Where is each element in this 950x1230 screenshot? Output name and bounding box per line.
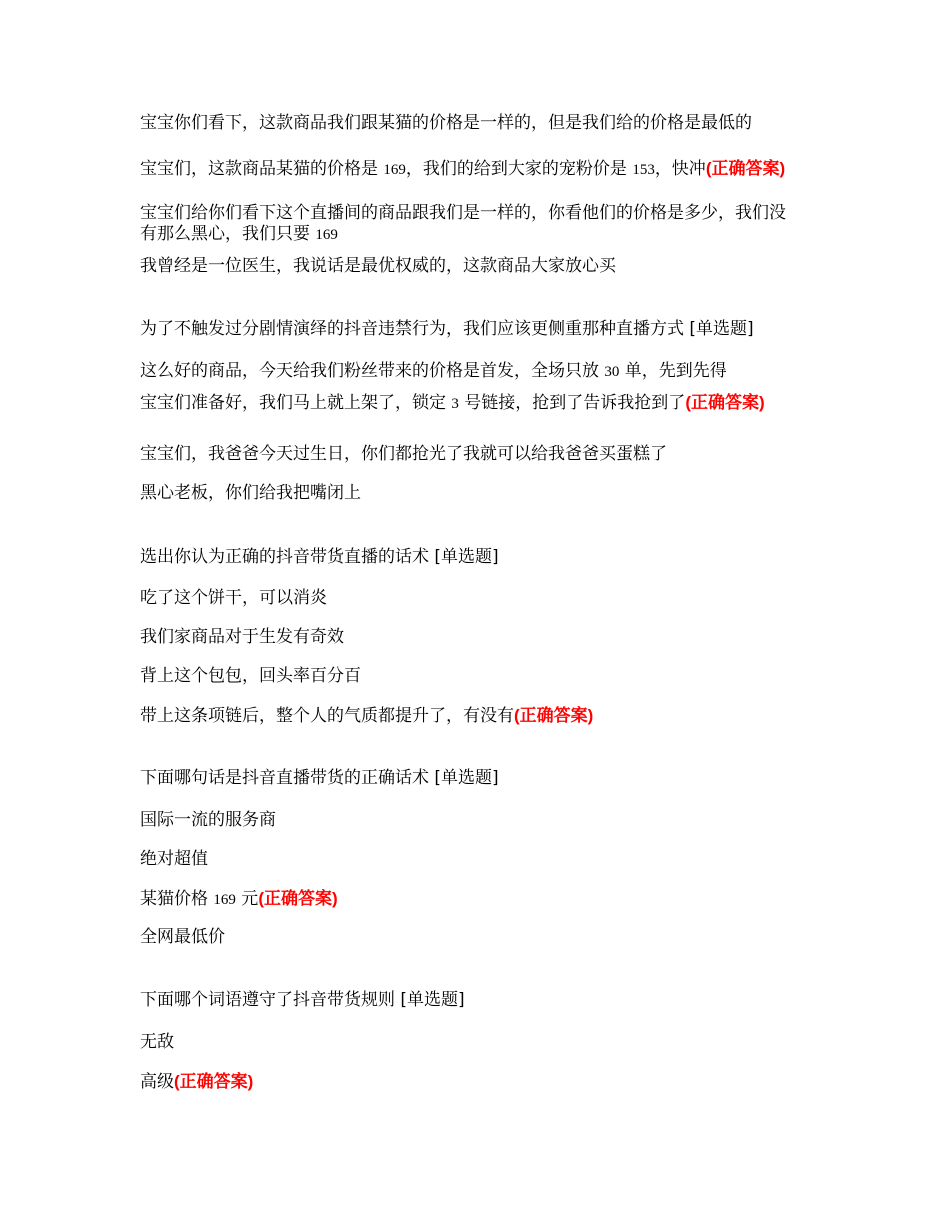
q2-option-c	[140, 444, 800, 465]
option-text: 无敌	[140, 1032, 174, 1052]
option-text: 高级	[140, 1072, 174, 1092]
q2-option-b	[140, 392, 800, 415]
option-text: 我曾经是一位医生，我说话是最优权威的，这款商品大家放心买	[140, 256, 616, 276]
q2-option-d	[140, 483, 800, 504]
correct-answer-mark: (正确答案)	[174, 1072, 254, 1091]
option-text: ，我们的给到大家的宠粉价是	[405, 159, 633, 179]
option-text: 绝对超值	[140, 849, 208, 869]
q1-option-b	[140, 158, 800, 181]
option-text: 号链接，抢到了告诉我抢到了	[458, 393, 686, 413]
option-number: 30	[604, 364, 620, 380]
q3-option-c	[140, 666, 800, 687]
q5-option-a	[140, 1032, 800, 1053]
correct-answer-mark: (正确答案)	[685, 393, 765, 412]
option-text: 宝宝们给你们看下这个直播间的商品跟我们是一样的，你看他们的价格是多少，我们没有那么黑心，我们只要	[140, 203, 786, 244]
option-number: 153	[632, 162, 655, 178]
q4-option-c	[140, 888, 800, 911]
option-number: 169	[213, 892, 236, 908]
question-text: 下面哪个词语遵守了抖音带货规则 [单选题]	[140, 990, 465, 1010]
option-text: 这么好的商品，今天给我们粉丝带来的价格是首发，全场只放	[140, 361, 605, 381]
q4-question	[140, 768, 820, 789]
option-text: 我们家商品对于生发有奇效	[140, 627, 344, 647]
q2-question	[140, 319, 820, 340]
q4-option-b	[140, 849, 800, 870]
q3-question	[140, 547, 820, 568]
option-text: 单，先到先得	[619, 361, 727, 381]
q5-question	[140, 990, 820, 1011]
q1-option-c	[140, 203, 800, 246]
option-text: 宝宝们准备好，我们马上就上架了，锁定	[140, 393, 452, 413]
option-text: 宝宝们，这款商品某猫的价格是	[140, 159, 384, 179]
question-text: 选出你认为正确的抖音带货直播的话术 [单选题]	[140, 547, 499, 567]
option-number: 3	[451, 396, 459, 412]
q4-option-d	[140, 927, 800, 948]
correct-answer-mark: (正确答案)	[705, 159, 786, 178]
question-text: 为了不触发过分剧情演绎的抖音违禁行为，我们应该更侧重那种直播方式 [单选题]	[140, 319, 754, 339]
option-number: 169	[383, 162, 406, 178]
question-text: 下面哪句话是抖音直播带货的正确话术 [单选题]	[140, 768, 499, 788]
option-number: 169	[315, 227, 338, 243]
option-text: 宝宝们，我爸爸今天过生日，你们都抢光了我就可以给我爸爸买蛋糕了	[140, 444, 667, 464]
option-text: 宝宝你们看下，这款商品我们跟某猫的价格是一样的，但是我们给的价格是最低的	[140, 113, 752, 133]
option-text: 全网最低价	[140, 927, 225, 947]
option-text: ，快冲	[654, 159, 706, 179]
q3-option-a	[140, 588, 800, 609]
q3-option-d	[140, 705, 800, 727]
q3-option-b	[140, 627, 800, 648]
q1-option-d	[140, 256, 800, 277]
q4-option-a	[140, 810, 800, 831]
q1-option-a	[140, 113, 800, 134]
option-text: 背上这个包包，回头率百分百	[140, 666, 361, 686]
option-text: 吃了这个饼干，可以消炎	[140, 588, 327, 608]
q5-option-b	[140, 1071, 800, 1093]
q2-option-a	[140, 361, 800, 383]
option-text: 某猫价格	[140, 889, 214, 909]
option-text: 带上这条项链后，整个人的气质都提升了，有没有	[140, 706, 514, 726]
option-text: 元	[235, 889, 259, 909]
correct-answer-mark: (正确答案)	[514, 706, 594, 725]
option-text: 国际一流的服务商	[140, 810, 276, 830]
correct-answer-mark: (正确答案)	[258, 889, 338, 908]
option-text: 黑心老板，你们给我把嘴闭上	[140, 483, 361, 503]
